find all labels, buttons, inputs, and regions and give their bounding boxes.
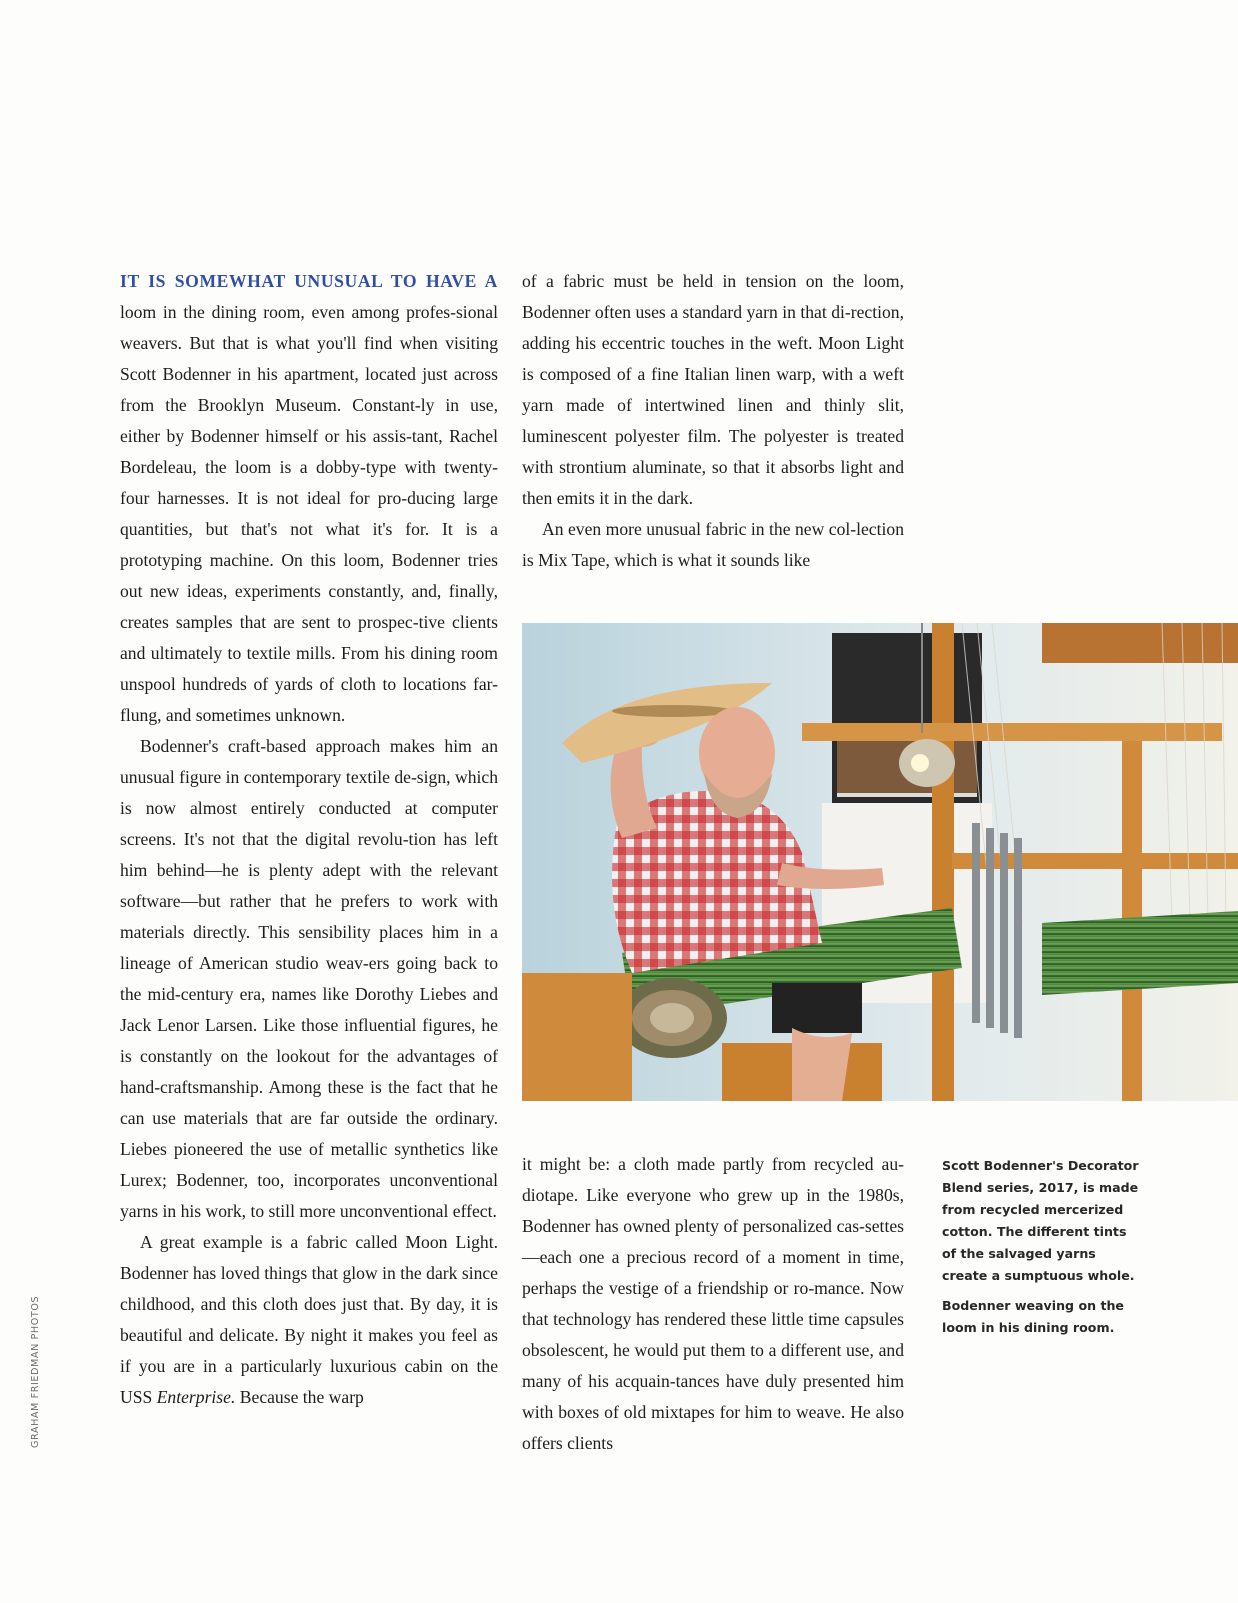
article-column-1 [120, 266, 498, 1413]
paragraph-craft-approach: Bodenner's craft-based approach makes him an unusual figure in contemporary textile de-sign, which is now almost entirely conducted at computer screens. It's not that the digital revolu-tion has left him behind—he is plenty adept with the relevant software—but rather that he prefers to work with materials directly. This sensibility places him in a lineage of American studio weav-ers going back to the mid-century era, names like Dorothy Liebes and Jack Lenor Larsen. Like those influential figures, he is constantly on the lookout for the advantages of hand-craftsmanship. Among these is the fact that he can use materials that are far outside the ordinary. Liebes pioneered the use of metallic synthetics like Lurex; Bodenner, too, incorporates unconventional yarns in his work, to still more unconventional effect. [120, 736, 498, 1221]
lead-in-caps: IT IS SOMEWHAT UNUSUAL TO HAVE A [120, 271, 498, 291]
paragraph-intro-body: loom in the dining room, even among profes-sional weavers. But that is what you'll find when visiting Scott Bodenner in his apartment, located just across from the Brooklyn Museum. Constant-ly in use, either by Bodenner himself or his assis-tant, Rachel Bordeleau, the loom is a dobby-type with twenty-four harnesses. It is not ideal for pro-ducing large quantities, but that's not what it's for. It is a prototyping machine. On this loom, Bodenner tries out new ideas, experiments constantly, and, finally, creates samples that are sent to prospec-tive clients and ultimately to textile mills. From his dining room unspool hundreds of yards of cloth to locations far-flung, and sometimes unknown. [120, 302, 498, 725]
paragraph-mix-tape: An even more unusual fabric in the new col-lection is Mix Tape, which is what it sounds like [522, 519, 904, 570]
paragraph-moon-light [120, 1227, 498, 1413]
paragraph-intro [120, 266, 498, 731]
loom-photo [522, 623, 1238, 1101]
paragraph-warp: of a fabric must be held in tension on the loom, Bodenner often uses a standard yarn in that di-rection, adding his eccentric touches in the weft. Moon Light is composed of a fine Italian linen warp, with a weft yarn made of intertwined linen and thinly slit, luminescent polyester film. The polyester is treated with strontium aluminate, so that it absorbs light and then emits it in the dark. [522, 271, 904, 508]
enterprise-italic: Enterprise. [156, 1387, 236, 1407]
photo-captions [942, 1155, 1142, 1347]
paragraph-moon-light-text: A great example is a fabric called Moon Light. Bodenner has loved things that glow in the dark since childhood, and this cloth does just that. By day, it is beautiful and delicate. By night it makes you feel as if you are in a particularly luxurious cabin on the USS [120, 1232, 498, 1407]
weaver-at-loom-illustration [522, 623, 1238, 1101]
paragraph-audiotape: it might be: a cloth made partly from recycled au-diotape. Like everyone who grew up in the 1980s, Bodenner has owned plenty of personalized cas-settes—each one a precious record of a moment in time, perhaps the vestige of a friendship or ro-mance. Now that technology has rendered these little time capsules obsolescent, he would put them to a different use, and many of his acquain-tances have duly presented him with boxes of old mixtapes for him to weave. He also offers clients [522, 1154, 904, 1453]
photo-credit: GRAHAM FRIEDMAN PHOTOS [30, 1295, 41, 1448]
caption-decorator-blend: Scott Bodenner's Decorator Blend series, 2017, is made from recycled mercerized cotton. The different tints of the salvaged yarns create a sumptuous whole. [942, 1158, 1139, 1283]
caption-weaving: Bodenner weaving on the loom in his dining room. [942, 1298, 1124, 1335]
article-column-2 [522, 266, 904, 576]
article-column-2-continued [522, 1149, 904, 1459]
paragraph-moon-light-end: Because the warp [235, 1387, 364, 1407]
